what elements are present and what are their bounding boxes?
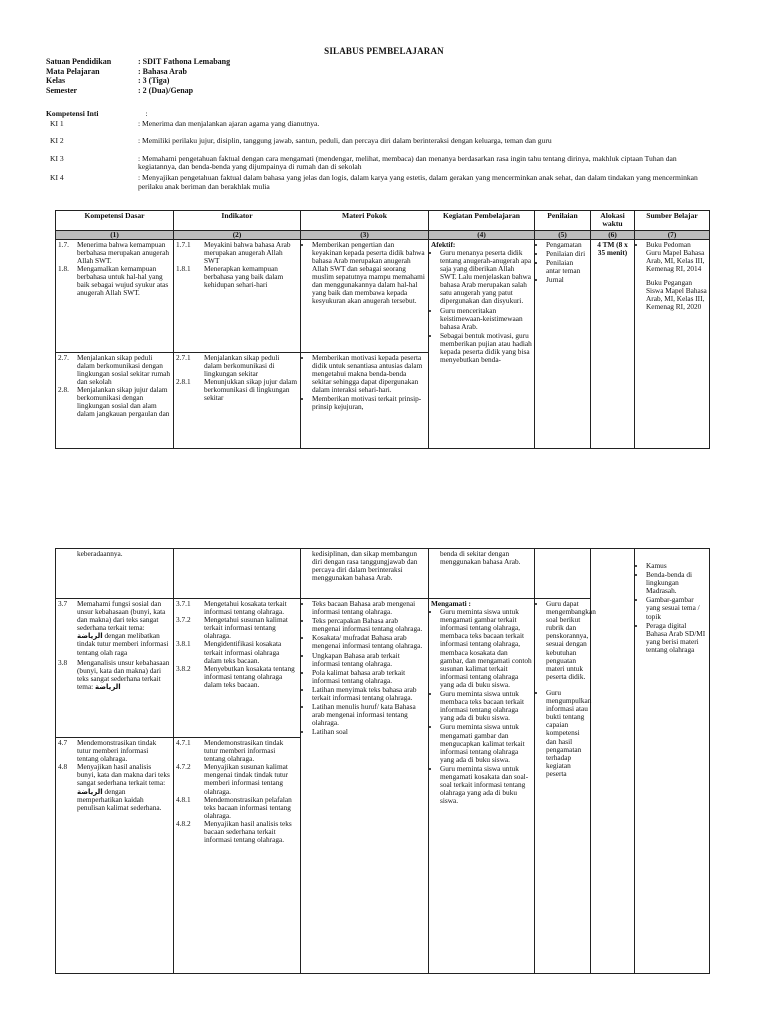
meta-row: Kelas : 3 (Tiga) (46, 76, 170, 85)
silabus-table-page-1 (55, 210, 710, 449)
column-header: Kegiatan Pembelajaran (429, 211, 535, 231)
ki-row: KI 3 : Memahami pengetahuan faktual dengan cara mengamati (mendengar, melihat, membaca) dan menanya berdasarkan rasa ingin tahu tentang dirinya, makhluk ciptaan Tuhan dan kegiatannya, dan benda-benda yang dijumpainya di rumah dan di sekolah (50, 153, 677, 172)
document-page-2 (0, 500, 768, 1024)
silabus-table-page-2 (55, 548, 710, 974)
column-header: Sumber Belajar (635, 211, 710, 231)
column-number-row: (1) (2) (3) (4) (5) (6) (7) (56, 230, 710, 239)
materi-cell: • Memberikan motivasi kepada peserta didik untuk senantiasa antusias dalam mengetahui makna benda-benda sekitar sehingga dapat dipergunakan dalam interaksi sehari-hari. • Memberikan motivasi terkait prinsip-prinsip kejujuran, (301, 352, 429, 448)
meta-row: Semester : 2 (Dua)/Genap (46, 85, 194, 95)
kd-cell: keberadaannya. (56, 549, 174, 599)
indikator-cell: 3.7.1 Mengetahui kosakata terkait informasi tentang olahraga. 3.7.2 Mengetahui susunan kalimat terkait informasi tentang olahraga. 3.8.1 Mengidentifikasi kosakata terkait informasi olahraga dalam teks bacaan. 3.8.2 Menyebutkan kosakata tentang informasi tentang olahraga dalam teks bacaan. (174, 599, 301, 738)
penilaian-cell: • Pengamatan • Penilaian diri • Penilaian antar teman • Jurnal (535, 239, 591, 448)
kd-cell: 2.7. Menjalankan sikap peduli dalam berkomunikasi dengan lingkungan sosial sekitar rumah dan sekolah 2.8. Menjalankan sikap jujur dalam berkomunikasi dengan lingkungan sosial dan alam dalam jangkauan pergaulan dan (56, 352, 174, 448)
document-page-1 (0, 0, 768, 500)
alokasi-cell: 4 TM (8 x 35 menit) (591, 239, 635, 448)
column-header: Alokasi waktu (591, 211, 635, 231)
penilaian-cell (535, 549, 591, 599)
column-header: Penilaian (535, 211, 591, 231)
meta-row: Mata Pelajaran : Bahasa Arab (46, 66, 187, 76)
indikator-cell (174, 549, 301, 599)
document-title: SILABUS PEMBELAJARAN (324, 46, 444, 56)
materi-cell: • Teks bacaan Bahasa arab mengenai informasi tentang olahraga. • Teks percapakan Bahasa arab mengenai informasi tentang olahraga. • Kosakata/ mufradat Bahasa arab mengenai informasi tentang olahraga. • Ungkapan Bahasa arab terkait informasi tentang olahraga. • Pola kalimat bahasa arab terkait informasi tentang olahraga. • Latihan menyimak teks bahasa arab terkait informasi tentang olahraga. • Latihan menulis huruf/ kata Bahasa arab mengenai informasi tentang olahraga. • Latihan soal (301, 599, 429, 974)
column-header: Kompetensi Dasar (56, 211, 174, 231)
kegiatan-cell: Mengamati : • Guru meminta siswa untuk mengamati gambar terkait informasi tentang olahraga, membaca teks bacaan terkait informasi tentang olahraga, membaca kosakata dan gambar, dan mengamati contoh susunan kalimat terkait informasi tentang olahraga yang ada di buku siswa. • Guru meminta siswa untuk membaca teks bacaan terkait informasi tentang olahraga yang ada di buku siswa. • Guru meminta siswa untuk mengamati gambar dan mengucapkan kalimat terkait informasi tentang olahraga yang ada di buku siswa. • Guru meminta siswa untuk mengamati kosakata dan soal- soal terkait informasi tentang olahraga yang ada di buku siswa. (429, 599, 535, 974)
identity-block (46, 57, 230, 95)
arabic-word: الرياضة (77, 787, 103, 796)
materi-cell: kedisiplinan, dan sikap membangun diri dengan rasa tanggungjawab dan percaya diri dalam berinteraksi menggunakan bahasa Arab. (301, 549, 429, 599)
table-row (56, 239, 710, 352)
kompetensi-inti-heading: Kompetensi Inti : (46, 109, 148, 118)
sumber-cell: • Buku Pedoman Guru Mapel Bahasa Arab, MI, Kelas III, Kemenag RI, 2014 Buku Pegangan Siswa Mapel Bahasa Arab, MI, Kelas III, Kemenag RI, 2020 (635, 239, 710, 448)
column-header: Indikator (174, 211, 301, 231)
sumber-cell: • Kamus • Benda-benda di lingkungan Madrasah. • Gambar-gambar yang sesuai tema / topik • Peraga digital Bahasa Arab SD/MI yang berisi materi tentang olahraga (635, 549, 710, 974)
indikator-cell: 4.7.1 Mendemonstrasikan tindak tutur memberi informasi tentang olahraga. 4.7.2 Menyajikan susunan kalimat mengenai tindak tindak tutur memberi informasi tentang olahraga. 4.8.1 Mendemonstrasikan pelafalan teks bacaan informasi tentang olahraga. 4.8.2 Menyajikan hasil analisis teks bacaan sederhana terkait informasi tentang olahraga. (174, 738, 301, 974)
kd-cell: 4.7 Mendemonstrasikan tindak tutur memberi informasi tentang olahraga. 4.8 Menyajikan hasil analisis bunyi, kata dan makna dari teks sangat sederhana terkait tema: الرياضة dengan memperhatikan kaidah penulisan kalimat sederhana. (56, 738, 174, 974)
ki-row: KI 1 : Menerima dan menjalankan ajaran agama yang dianutnya. (50, 118, 320, 128)
kegiatan-cell: benda di sekitar dengan menggunakan bahasa Arab. (429, 549, 535, 599)
column-header: Materi Pokok (301, 211, 429, 231)
kegiatan-cell: Afektif: • Guru menanya peserta didik tentang anugerah-anugerah apa saja yang diberikan Allah SWT. Lalu menjelaskan bahwa bahasa Arab merupakan salah satu anugerah yang patut dipergunakan dan disyukuri. • Guru menceritakan keistimewaan-keistimewaan bahasa Arab. • Sebagai bentuk motivasi, guru memberikan pujian atau hadiah kepada peserta didik yang bisa menyebutkan benda- (429, 239, 535, 448)
penilaian-cell: • Guru dapat mengembangkan soal berikut rubrik dan penskorannya, sesuai dengan kebutuhan penguatan materi untuk peserta didik. • Guru mengumpulkan informasi atau bukti tentang capaian kompetensi dan hasil pengamatan terhadap kegiatan peserta (535, 599, 591, 974)
kd-cell: 1.7. Menerima bahwa kemampuan berbahasa merupakan anugerah Allah SWT. 1.8. Mengamalkan kemampuan berbahasa untuk hal-hal yang baik sebagai wujud syukur atas anugerah Allah SWT. (56, 239, 174, 352)
indikator-cell: 1.7.1 Meyakini bahwa bahasa Arab merupakan anugerah Allah SWT 1.8.1 Menerapkan kemampuan berbahasa yang baik dalam kehidupan sehari-hari (174, 239, 301, 352)
meta-row: Satuan Pendidikan : SDIT Fathona Lemabang (46, 57, 231, 66)
arabic-word: الرياضة (95, 682, 121, 691)
ki-row: KI 4 : Menyajikan pengetahuan faktual dalam bahasa yang jelas dan logis, dalam karya yang estetis, dalam gerakan yang mencerminkan anak sehat, dan dalam tindakan yang mencerminkan perilaku anak beriman dan berakhlak mulia (50, 172, 698, 191)
table-row (56, 549, 710, 599)
kompetensi-inti-block (46, 110, 706, 191)
alokasi-cell (591, 549, 635, 974)
table-header-row (56, 211, 710, 231)
kd-cell: 3.7 Memahami fungsi sosial dan unsur kebahasaan (bunyi, kata dan makna) dari teks sangat sederhana terkait tema: الرياضة dengan melibatkan tindak tutur memberi informasi tentang olah raga 3.8 Menganalisis unsur kebahasaan (bunyi, kata dan makna) dari teks sangat sederhana terkait tema: الرياضة (56, 599, 174, 738)
ki-row: KI 2 : Memiliki perilaku jujur, disiplin, tanggung jawab, santun, peduli, dan percaya diri dalam berinteraksi dengan keluarga, teman dan guru (50, 136, 552, 146)
indikator-cell: 2.7.1 Menjalankan sikap peduli dalam berkomunikasi di lingkungan sekitar 2.8.1 Menunjukkan sikap jujur dalam berkomunikasi di lingkungan sekitar (174, 352, 301, 448)
materi-cell: • Memberikan pengertian dan keyakinan kepada peserta didik bahwa bahasa Arab merupakan anugerah Allah SWT dan sebagai seorang muslim sepatutnya mampu memahami dan menggunakannya dalam hal-hal yang baik dan membawa kepada kesyukuran akan anugerah tersebut. (301, 239, 429, 352)
arabic-word: الرياضة (77, 632, 103, 641)
